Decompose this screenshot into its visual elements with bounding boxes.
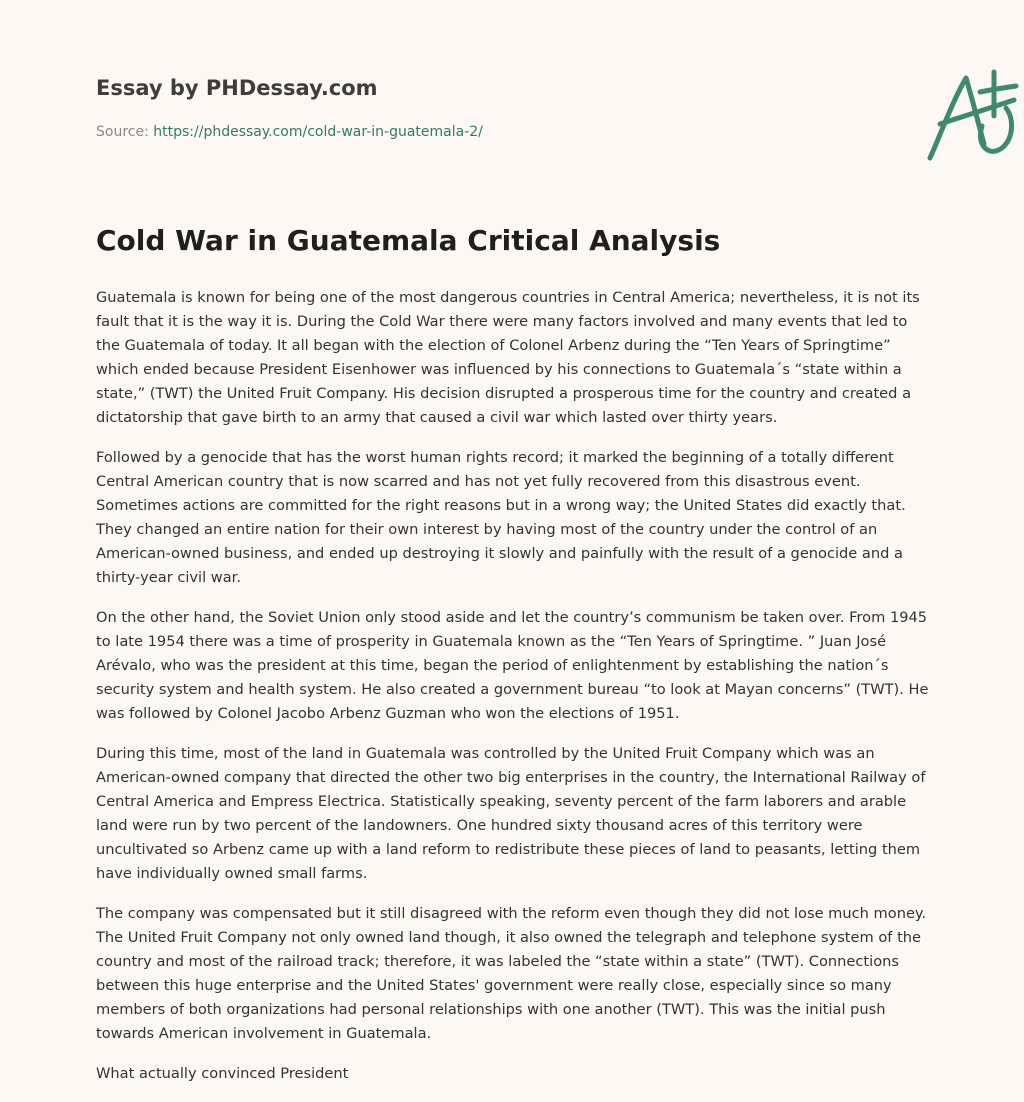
article-paragraph: The company was compensated but it still disagreed with the reform even though they did not lose much money. The United Fruit Company not only owned land though, it also owned the telegraph and telephone system of the country and most of the railroad track; therefore, it was labeled the “state within a state” (TWT). Connections between this huge enterprise and the United States' government were really close, especially since so many members of both organizations had personal relationships with one another (TWT). This was the initial push towards American involvement in Guatemala. <box>96 905 927 1042</box>
a-plus-logo-icon <box>918 66 1022 166</box>
article-paragraph: During this time, most of the land in Guatemala was controlled by the United Fruit Company which was an American-owned company that directed the other two big enterprises in the country, the International Railway of Central America and Empress Electrica. Statistically speaking, seventy percent of the farm laborers and arable land were run by two percent of the landowners. One hundred sixty thousand acres of this territory were uncultivated so Arbenz came up with a land reform to redistribute these pieces of land to peasants, letting them have individually owned small farms. <box>96 745 926 882</box>
article-paragraph: Followed by a genocide that has the worst human rights record; it marked the beginning of a totally different Central American country that is now scarred and has not yet fully recovered from this disastrous event. Sometimes actions are committed for the right reasons but in a wrong way; the United States did exactly that. They changed an entire nation for their own interest by having most of the country under the control of an American-owned business, and ended up destroying it slowly and painfully with the result of a genocide and a thirty-year civil war. <box>96 449 906 586</box>
source-link[interactable]: https://phdessay.com/cold-war-in-guatemala-2/ <box>153 124 483 140</box>
article-title: Cold War in Guatemala Critical Analysis <box>96 224 721 257</box>
article-paragraph: What actually convinced President <box>96 1065 349 1082</box>
article-body <box>96 286 932 1102</box>
source-label: Source: <box>96 124 149 140</box>
site-brand: Essay by PHDessay.com <box>96 76 378 100</box>
source-line <box>96 124 483 140</box>
article-paragraph: Guatemala is known for being one of the most dangerous countries in Central America; nevertheless, it is not its fault that it is the way it is. During the Cold War there were many factors involved and many events that led to the Guatemala of today. It all began with the election of Colonel Arbenz during the “Ten Years of Springtime” which ended because President Eisenhower was influenced by his connections to Guatemala´s “state within a state,” (TWT) the United Fruit Company. His decision disrupted a prosperous time for the country and created a dictatorship that gave birth to an army that caused a civil war which lasted over thirty years. <box>96 289 920 426</box>
article-paragraph: On the other hand, the Soviet Union only stood aside and let the country’s communism be taken over. From 1945 to late 1954 there was a time of prosperity in Guatemala known as the “Ten Years of Springtime. ” Juan José Arévalo, who was the president at this time, began the period of enlightenment by establishing the nation´s security system and health system. He also created a government bureau “to look at Mayan concerns” (TWT). He was followed by Colonel Jacobo Arbenz Guzman who won the elections of 1951. <box>96 609 929 722</box>
